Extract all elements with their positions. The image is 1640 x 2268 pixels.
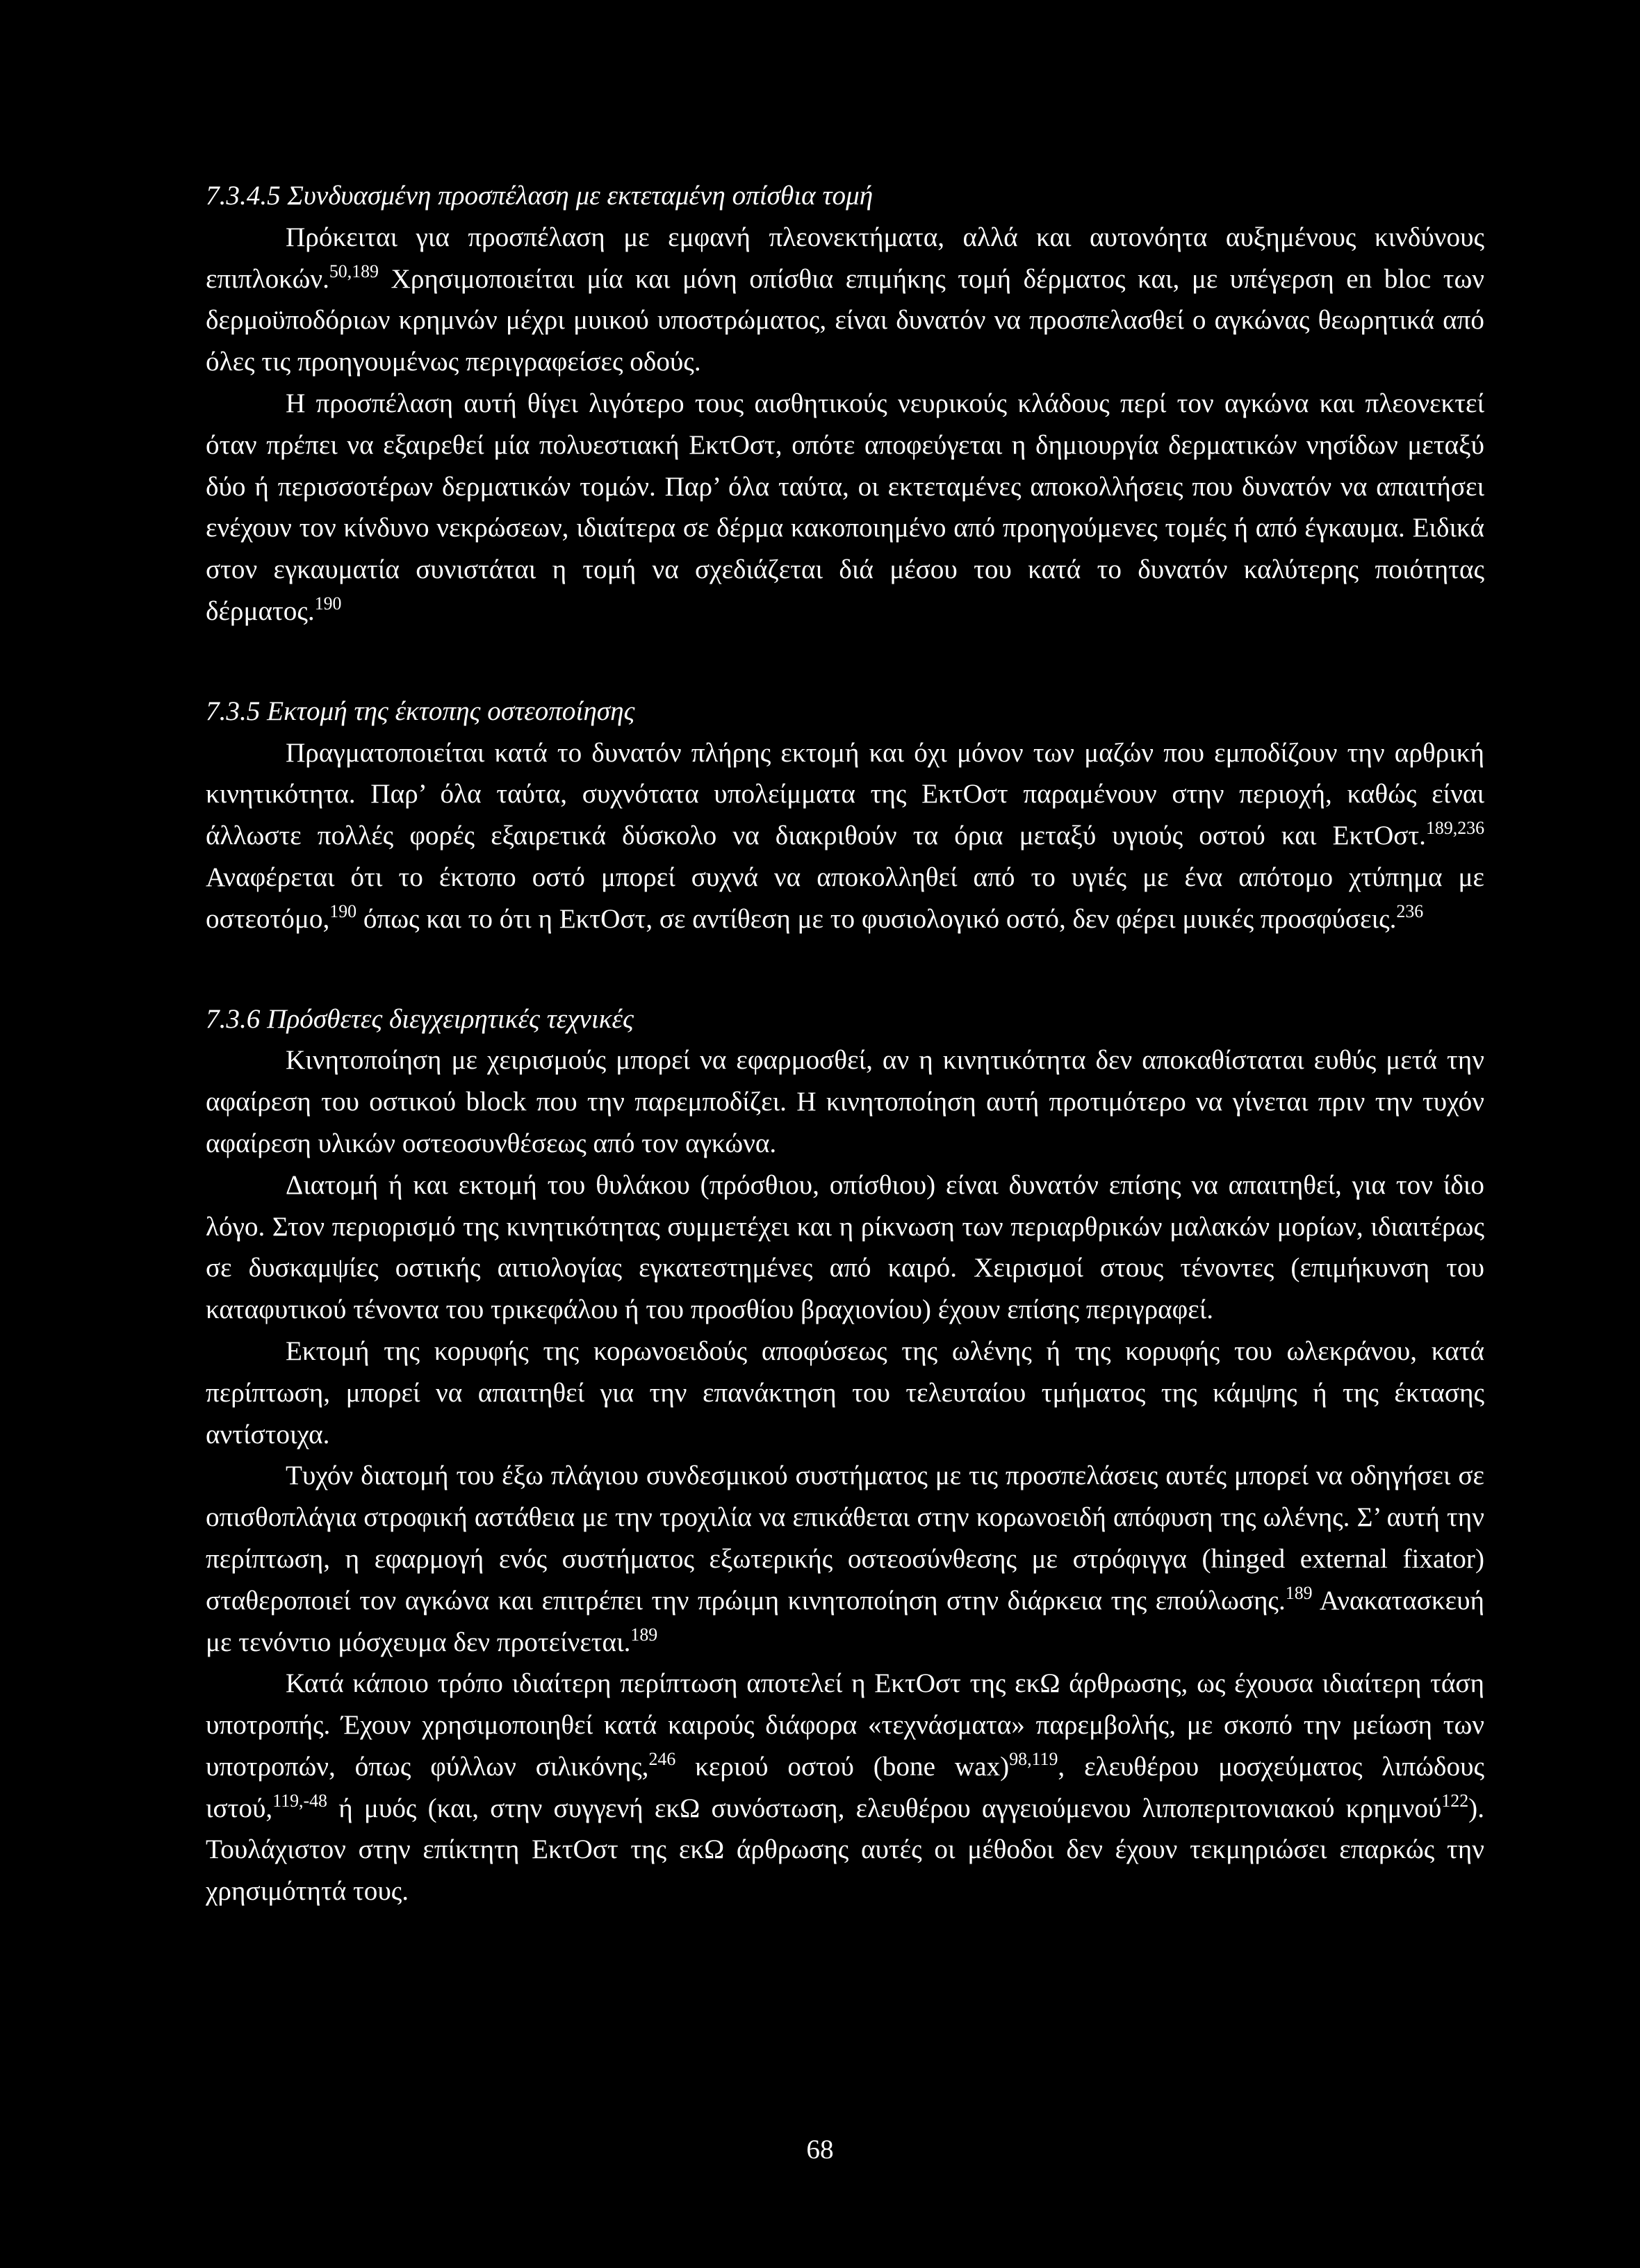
citation-superscript: 190	[329, 901, 357, 921]
citation-superscript: 246	[648, 1748, 676, 1769]
citation-superscript: 190	[314, 593, 342, 614]
paragraph-text: ). Τουλάχιστον στην επίκτητη ΕκτΟστ της εκΩ άρθρωσης αυτές οι μέθοδοι δεν έχουν τεκμηριώσει επαρκώς την χρησιμότητά τους.	[206, 1793, 1484, 1907]
paragraph-text: Διατομή ή και εκτομή του θυλάκου (πρόσθιου, οπίσθιου) είναι δυνατόν επίσης να απαιτηθεί, για τον ίδιο λόγο. Στον περιορισμό της κινητικότητας συμμετέχει και η ρίκνωση των περιαρθρικών μαλακών μορίων, ιδιαιτέρως σε δυσκαμψίες οστικής αιτιολογίας εγκατεστημένες από καιρό. Χειρισμοί στους τένοντες (επιμήκυνση του καταφυτικού τένοντα του τρικεφάλου ή του προσθίου βραχιονίου) έχουν επίσης περιγραφεί.	[206, 1169, 1484, 1325]
citation-superscript: 236	[1396, 901, 1424, 921]
document-page	[206, 175, 1484, 1912]
citation-superscript: 98,119	[1009, 1748, 1058, 1769]
paragraph	[206, 1331, 1484, 1455]
citation-superscript: 119,-48	[272, 1790, 327, 1811]
paragraph-text: Αναφέρεται ότι το έκτοπο οστό μπορεί συχνά να αποκολληθεί από το υγιές με ένα απότομο χτύπημα με οστεοτόμο,	[206, 862, 1484, 934]
section-heading: 7.3.5 Εκτομή της έκτοπης οστεοποίησης	[206, 696, 635, 726]
paragraph	[206, 732, 1484, 940]
page-number: 68	[806, 2135, 834, 2164]
citation-superscript: 189	[630, 1624, 658, 1645]
paragraph	[206, 217, 1484, 383]
paragraph-text: Τυχόν διατομή του έξω πλάγιου συνδεσμικού συστήματος με τις προσπελάσεις αυτές μπορεί να οδηγήσει σε οπισθοπλάγια στροφική αστάθεια με την τροχιλία να επικάθεται στην κορωνοειδή απόφυση της ωλένης. Σ’ αυτή την περίπτωση, η εφαρμογή ενός συστήματος εξωτερικής οστεοσύνθεσης με στρόφιγγα (hinged external fixator) σταθεροποιεί τον αγκώνα και επιτρέπει την πρώιμη κινητοποίηση στην διάρκεια της επούλωσης.	[206, 1461, 1484, 1616]
paragraph-text: ή μυός (και, στην συγγενή εκΩ συνόστωση, ελευθέρου αγγειούμενου λιποπεριτονιακού κρημνού	[327, 1793, 1442, 1823]
paragraph-text: , ελευθέρου μοσχεύματος λιπώδους ιστού,	[206, 1751, 1484, 1823]
citation-superscript: 50,189	[329, 261, 379, 281]
paragraph-text: Πραγματοποιείται κατά το δυνατόν πλήρης εκτομή και όχι μόνον των μαζών που εμποδίζουν την αρθρική κινητικότητα. Παρ’ όλα ταύτα, συχνότατα υπολείμματα της ΕκτΟστ παραμένουν στην περιοχή, καθώς είναι άλλωστε πολλές φορές εξαιρετικά δύσκολο να διακριθούν τα όρια μεταξύ υγιούς οστού και ΕκτΟστ.	[206, 737, 1484, 851]
paragraph	[206, 1040, 1484, 1164]
citation-superscript: 189	[1285, 1582, 1313, 1603]
section-7-3-4-5	[206, 175, 1484, 632]
paragraph-text: Πρόκειται για προσπέλαση με εμφανή πλεονεκτήματα, αλλά και αυτονόητα αυξημένους κινδύνους επιπλοκών.	[206, 222, 1484, 294]
paragraph-text: Χρησιμοποιείται μία και μόνη οπίσθια επιμήκης τομή δέρματος και, με υπέγερση en bloc των δερμοϋποδόριων κρημνών μέχρι μυικού υποστρώματος, είναι δυνατόν να προσπελασθεί ο αγκώνας θεωρητικά από όλες τις προηγουμένως περιγραφείσες οδούς.	[206, 263, 1484, 377]
paragraph	[206, 1455, 1484, 1663]
paragraph-text: όπως και το ότι η ΕκτΟστ, σε αντίθεση με το φυσιολογικό οστό, δεν φέρει μυικές προσφύσεις.	[356, 903, 1397, 934]
paragraph-text: Ανακατασκευή με τενόντιο μόσχευμα δεν προτείνεται.	[206, 1585, 1484, 1657]
section-heading: 7.3.6 Πρόσθετες διεγχειρητικές τεχνικές	[206, 1003, 634, 1034]
paragraph-text: Κατά κάποιο τρόπο ιδιαίτερη περίπτωση αποτελεί η ΕκτΟστ της εκΩ άρθρωσης, ως έχουσα ιδιαίτερη τάση υποτροπής. Έχουν χρησιμοποιηθεί κατά καιρούς διάφορα «τεχνάσματα» παρεμβολής, με σκοπό την μείωση των υποτροπών, όπως φύλλων σιλικόνης,	[206, 1668, 1484, 1782]
paragraph-text: Εκτομή της κορυφής της κορωνοειδούς αποφύσεως της ωλένης ή της κορυφής του ωλεκράνου, κατά περίπτωση, μπορεί να απαιτηθεί για την επανάκτηση του τελευταίου τμήματος της κάμψης ή της έκτασης αντίστοιχα.	[206, 1336, 1484, 1449]
paragraph-text: Η προσπέλαση αυτή θίγει λιγότερο τους αισθητικούς νευρικούς κλάδους περί τον αγκώνα και πλεονεκτεί όταν πρέπει να εξαιρεθεί μία πολυεστιακή ΕκτΟστ, οπότε αποφεύγεται η δημιουργία δερματικών νησίδων μεταξύ δύο ή περισσοτέρων δερματικών τομών. Παρ’ όλα ταύτα, οι εκτεταμένες αποκολλήσεις που δυνατόν να απαιτήσει ενέχουν τον κίνδυνο νεκρώσεων, ιδιαίτερα σε δέρμα κακοποιημένο από προηγούμενες τομές ή από έγκαυμα. Ειδικά στον εγκαυματία συνιστάται η τομή να σχεδιάζεται διά μέσου του κατά το δυνατόν καλύτερης ποιότητας δέρματος.	[206, 388, 1484, 626]
paragraph	[206, 383, 1484, 632]
section-heading: 7.3.4.5 Συνδυασμένη προσπέλαση με εκτεταμένη οπίσθια τομή	[206, 181, 874, 211]
section-spacer	[206, 940, 1484, 999]
citation-superscript: 189,236	[1425, 818, 1484, 839]
section-7-3-5	[206, 691, 1484, 940]
citation-superscript: 122	[1441, 1790, 1469, 1811]
paragraph-text: κεριού οστού (bone wax)	[675, 1751, 1010, 1782]
paragraph-text: Κινητοποίηση με χειρισμούς μπορεί να εφαρμοσθεί, αν η κινητικότητα δεν αποκαθίσταται ευθύς μετά την αφαίρεση του οστικού block που την παρεμποδίζει. Η κινητοποίηση αυτή προτιμότερο να γίνεται πριν την τυχόν αφαίρεση υλικών οστεοσυνθέσεως από τον αγκώνα.	[206, 1045, 1484, 1158]
paragraph	[206, 1165, 1484, 1331]
section-7-3-6	[206, 999, 1484, 1913]
section-spacer	[206, 632, 1484, 691]
paragraph	[206, 1663, 1484, 1912]
